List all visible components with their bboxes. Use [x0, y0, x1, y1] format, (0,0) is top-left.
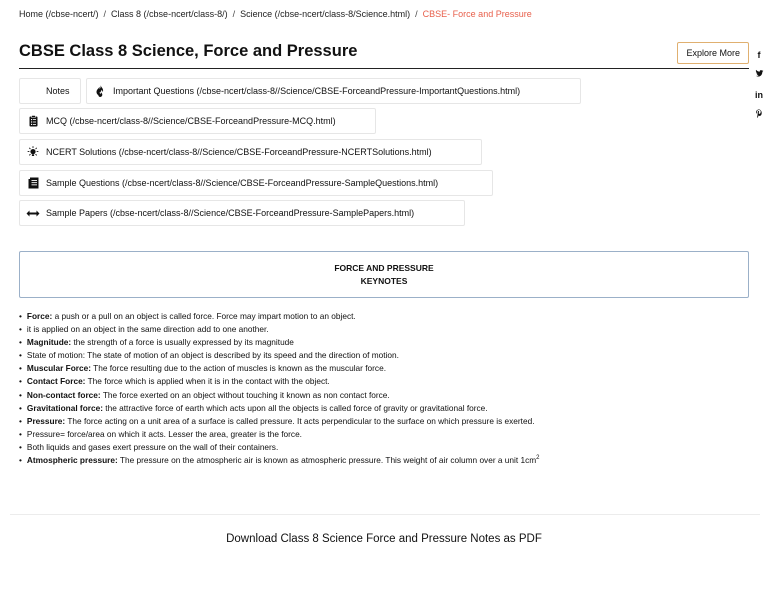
breadcrumb-separator: /	[232, 9, 236, 19]
note-text: the strength of a force is usually expressed by its magnitude	[71, 337, 294, 348]
title-row	[19, 40, 749, 69]
notes-link-label: Notes	[46, 86, 70, 96]
breadcrumb-current: CBSE- Force and Pressure	[422, 9, 532, 19]
breadcrumb-separator: /	[103, 9, 107, 19]
list-item	[19, 323, 754, 336]
breadcrumb-class8-link[interactable]: Class 8 (/cbse-ncert/class-8/)	[111, 9, 228, 19]
notes-link[interactable]	[19, 78, 81, 104]
note-term: Pressure:	[26, 415, 66, 426]
keynotes-subheading: KEYNOTES	[360, 275, 408, 286]
ncert-solutions-label: NCERT Solutions (/cbse-ncert/class-8//Science/CBSE-ForceandPressure-NCERTSolutions.html)	[46, 147, 432, 157]
document-icon	[20, 177, 46, 189]
note-text: it is applied on an object in the same direction add to one another.	[26, 324, 269, 335]
note-text: The force exerted on an object without touching it known as non contact force.	[100, 389, 390, 400]
note-term: Muscular Force:	[26, 363, 91, 374]
list-item	[19, 415, 754, 428]
note-term: Gravitational force:	[26, 402, 103, 413]
note-term: Magnitude:	[26, 337, 72, 348]
section-divider	[10, 514, 760, 515]
important-questions-label: Important Questions (/cbse-ncert/class-8//Science/CBSE-ForceandPressure-ImportantQuestions.html)	[113, 86, 521, 96]
mcq-link[interactable]	[19, 108, 376, 134]
note-text: the attractive force of earth which acts upon all the objects is called force of gravity or gravitational force.	[102, 402, 488, 413]
list-item	[19, 441, 754, 454]
sample-questions-label: Sample Questions (/cbse-ncert/class-8//Science/CBSE-ForceandPressure-SampleQuestions.html)	[46, 178, 439, 188]
note-term: Atmospheric pressure:	[26, 455, 118, 466]
note-text: The pressure on the atmospheric air is known as atmospheric pressure. This weight of air column over a unit 1cm	[117, 455, 537, 466]
breadcrumb-science-link[interactable]: Science (/cbse-ncert/class-8/Science.html)	[240, 9, 411, 19]
list-item	[19, 428, 754, 441]
sample-questions-link[interactable]	[19, 170, 493, 196]
list-item	[19, 362, 754, 375]
breadcrumb-home-link[interactable]: Home (/cbse-ncert/)	[19, 9, 99, 19]
pinterest-icon[interactable]	[752, 108, 766, 128]
breadcrumb-separator: /	[415, 9, 418, 19]
notes-list	[19, 310, 754, 467]
note-text: The force which is applied when it is in the contact with the object.	[85, 376, 330, 387]
list-item	[19, 454, 754, 467]
page-title: CBSE Class 8 Science, Force and Pressure	[19, 42, 358, 60]
lightbulb-icon	[20, 146, 46, 158]
note-term: Force:	[26, 311, 53, 321]
sample-papers-label: Sample Papers (/cbse-ncert/class-8//Science/CBSE-ForceandPressure-SamplePapers.html)	[46, 208, 415, 218]
note-text: Both liquids and gases exert pressure on the wall of their containers.	[26, 441, 279, 452]
list-item	[19, 336, 754, 349]
note-text: a push or a pull on an object is called force. Force may impart motion to an object.	[52, 311, 356, 321]
list-item	[19, 402, 754, 415]
download-pdf-heading: Download Class 8 Science Force and Pressure Notes as PDF	[226, 533, 542, 545]
facebook-icon[interactable]: f	[757, 50, 761, 60]
twitter-icon[interactable]	[752, 68, 766, 88]
superscript: 2	[536, 455, 540, 462]
note-text: State of motion: The state of motion of an object is described by its speed and the direction of motion.	[26, 350, 399, 361]
ncert-solutions-link[interactable]	[19, 139, 482, 165]
list-item	[19, 389, 754, 402]
keynotes-header	[19, 251, 749, 298]
sample-papers-link[interactable]	[19, 200, 465, 226]
explore-more-button[interactable]: Explore More	[677, 42, 749, 64]
list-item	[19, 310, 754, 323]
note-term: Non-contact force:	[26, 389, 101, 400]
note-text: The force resulting due to the action of muscles is known as the muscular force.	[91, 363, 386, 374]
arrows-left-right-icon	[20, 209, 46, 218]
note-text: The force acting on a unit area of a surface is called pressure. It acts perpendicular to the surface on which pressure is exerted.	[65, 415, 535, 426]
fire-icon	[87, 85, 113, 97]
clipboard-list-icon	[20, 115, 46, 127]
note-term: Contact Force:	[26, 376, 86, 387]
social-share-bar	[752, 48, 766, 128]
mcq-label: MCQ (/cbse-ncert/class-8//Science/CBSE-ForceandPressure-MCQ.html)	[46, 116, 336, 126]
list-item	[19, 375, 754, 388]
list-item	[19, 349, 754, 362]
keynotes-heading: FORCE AND PRESSURE	[334, 262, 434, 273]
breadcrumb	[19, 7, 532, 21]
note-text: Pressure= force/area on which it acts. Lesser the area, greater is the force.	[26, 428, 302, 439]
linkedin-icon[interactable]: in	[755, 90, 763, 100]
important-questions-link[interactable]	[86, 78, 581, 104]
